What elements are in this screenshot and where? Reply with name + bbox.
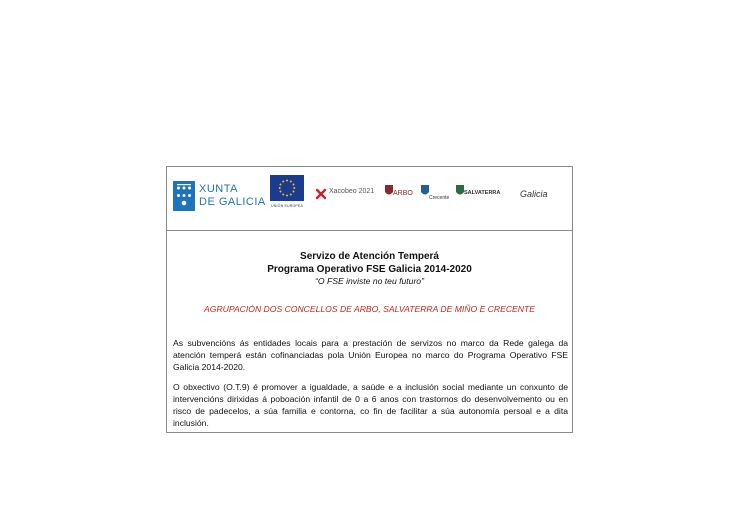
salvaterra-crest-icon: [456, 185, 464, 197]
crecente-logo: [421, 183, 451, 205]
arbo-crest-icon: [385, 185, 393, 197]
heading-line-1: Servizo de Atención Temperá: [300, 251, 439, 262]
xunta-wordmark: XUNTA DE GALICIA: [199, 183, 266, 208]
crecente-crest-icon: [421, 185, 429, 197]
paragraph-subsidies: As subvencións ás entidades locais para a prestación de servizos no marco da Rede galega da atención temperá están cofinanciadas pola Unión Europea no marco do Programa Operativo FSE Galicia 2014-2020.: [173, 338, 568, 372]
heading-line-2: Programa Operativo FSE Galicia 2014-2020: [267, 264, 472, 275]
salvaterra-logo: [456, 183, 508, 205]
logo-strip: [167, 167, 572, 231]
eu-logo: [268, 175, 306, 217]
notice-card: [166, 166, 573, 433]
xacobeo-icon: [315, 188, 327, 200]
xacobeo-logo: [315, 187, 381, 201]
eu-flag-icon: [270, 175, 304, 201]
salvaterra-wordmark: SALVATERRA: [464, 190, 501, 196]
paragraph-objective: O obxectivo (O.T.9) é promover a igualdade, a saúde e a inclusión social mediante un conxunto de intervencións dirixidas á poboación infantil de 0 a 6 anos con trastornos do desenvolvemento ou en risco de padecelos, a súa familia e contorna, co fin de facilitar a súa autonomía persoal e a dita inclusión.: [173, 382, 568, 428]
eu-caption: UNIÓN EUROPEA: [271, 204, 303, 208]
xunta-de-galicia-logo: [173, 181, 267, 213]
crecente-wordmark: Crecente: [429, 195, 450, 201]
group-title: AGRUPACIÓN DOS CONCELLOS DE ARBO, SALVATERRA DE MIÑO E CRECENTE: [204, 304, 535, 314]
notice-content: [167, 231, 572, 428]
xacobeo-wordmark: Xacobeo 2021: [329, 188, 375, 195]
galicia-wordmark: Galicia: [520, 189, 548, 199]
slogan: “O FSE inviste no teu futuro”: [315, 276, 424, 286]
arbo-logo: [385, 183, 415, 205]
galicia-logo: [516, 189, 560, 203]
arbo-wordmark: ARBO: [393, 190, 413, 197]
xunta-shield-icon: [173, 181, 195, 211]
